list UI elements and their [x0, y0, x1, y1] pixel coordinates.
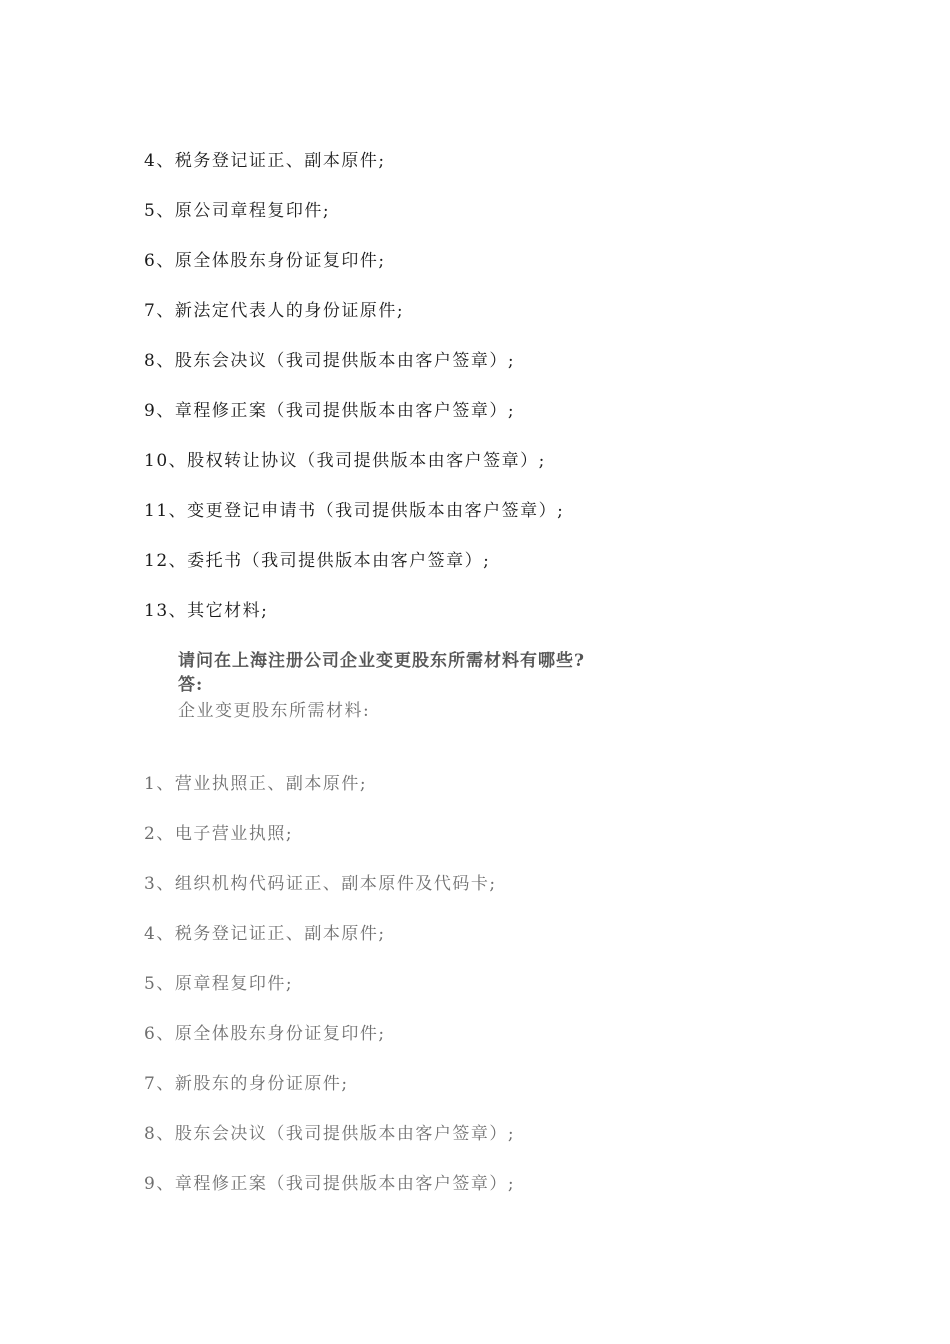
question-heading: 请问在上海注册公司企业变更股东所需材料有哪些?: [178, 651, 585, 671]
list-item: 5、原公司章程复印件;: [144, 201, 331, 221]
list-item: 5、原章程复印件;: [144, 974, 294, 994]
list-item: 10、股权转让协议（我司提供版本由客户签章）;: [144, 451, 546, 471]
list-item: 11、变更登记申请书（我司提供版本由客户签章）;: [144, 501, 565, 521]
list-item: 2、电子营业执照;: [144, 824, 294, 844]
list-item: 4、税务登记证正、副本原件;: [144, 151, 386, 171]
list-item: 8、股东会决议（我司提供版本由客户签章）;: [144, 351, 516, 371]
answer-label: 答:: [178, 675, 204, 695]
list-item: 4、税务登记证正、副本原件;: [144, 924, 386, 944]
list-item: 7、新股东的身份证原件;: [144, 1074, 349, 1094]
list-item: 12、委托书（我司提供版本由客户签章）;: [144, 551, 491, 571]
list-item: 9、章程修正案（我司提供版本由客户签章）;: [144, 1174, 516, 1194]
list-item: 9、章程修正案（我司提供版本由客户签章）;: [144, 401, 516, 421]
list-item: 8、股东会决议（我司提供版本由客户签章）;: [144, 1124, 516, 1144]
list-item: 7、新法定代表人的身份证原件;: [144, 301, 405, 321]
list-item: 13、其它材料;: [144, 601, 269, 621]
list-item: 6、原全体股东身份证复印件;: [144, 251, 386, 271]
list-item: 1、营业执照正、副本原件;: [144, 774, 368, 794]
list-item: 3、组织机构代码证正、副本原件及代码卡;: [144, 874, 497, 894]
list-item: 6、原全体股东身份证复印件;: [144, 1024, 386, 1044]
answer-intro: 企业变更股东所需材料:: [178, 701, 371, 721]
